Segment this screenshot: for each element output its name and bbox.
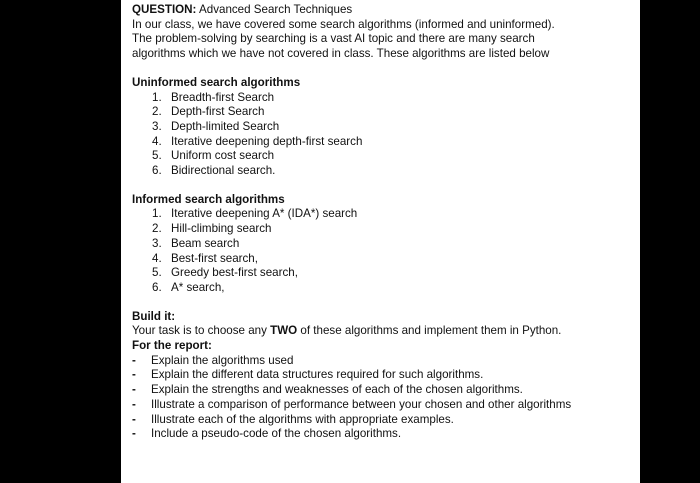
intro-line: algorithms which we have not covered in class. These algorithms are listed below [132,47,550,61]
dash-bullet: - [132,412,136,426]
item-number: 2. [152,105,162,119]
item-text: Illustrate a comparison of performance between your chosen and other algorithms [151,397,572,411]
item-number: 5. [152,266,162,280]
item-number: 1. [152,90,162,104]
item-text: Explain the algorithms used [151,353,294,367]
right-dark-margin [640,0,700,483]
dash-bullet: - [132,397,136,411]
dash-bullet: - [132,353,136,367]
document-content [132,3,632,442]
intro-line: The problem-solving by searching is a vast AI topic and there are many search [132,32,535,46]
list-item [152,164,632,179]
item-text: Best-first search, [171,251,258,265]
item-text: Breadth-first Search [171,90,275,104]
list-item [152,222,632,237]
item-text: A* search, [171,280,225,294]
report-list [132,354,632,442]
item-text: Iterative deepening A* (IDA*) search [171,207,358,221]
item-number: 4. [152,134,162,148]
list-item [132,398,632,413]
list-item [152,281,632,296]
task-before: Your task is to choose any [132,324,271,338]
list-item [152,135,632,150]
list-item [152,237,632,252]
item-number: 6. [152,164,162,178]
build-heading: Build it: [132,309,176,323]
item-number: 4. [152,251,162,265]
item-text: Explain the strengths and weaknesses of each of the chosen algorithms. [151,383,523,397]
list-item [132,354,632,369]
question-title: Advanced Search Techniques [199,3,353,16]
list-item [152,149,632,164]
item-number: 6. [152,280,162,294]
list-item [132,427,632,442]
document-page [121,0,640,483]
item-number: 1. [152,207,162,221]
list-item [132,383,632,398]
question-label: QUESTION: [132,3,197,16]
dash-bullet: - [132,368,136,382]
item-number: 5. [152,149,162,163]
item-number: 2. [152,222,162,236]
dash-bullet: - [132,383,136,397]
list-item [152,252,632,267]
list-item [132,413,632,428]
item-text: Iterative deepening depth-first search [171,134,363,148]
item-text: Depth-limited Search [171,119,280,133]
item-text: Hill-climbing search [171,222,272,236]
item-text: Beam search [171,236,240,250]
uninformed-heading: Uninformed search algorithms [132,75,301,89]
intro-paragraph [132,18,626,62]
item-text: Depth-first Search [171,105,265,119]
informed-heading: Informed search algorithms [132,192,285,206]
item-text: Explain the different data structures required for such algorithms. [151,368,484,382]
report-heading: For the report: [132,339,212,353]
task-bold: TWO [270,324,298,338]
item-number: 3. [152,119,162,133]
list-item [152,120,632,135]
task-line [132,324,632,339]
item-text: Include a pseudo-code of the chosen algorithms. [151,427,402,441]
item-text: Illustrate each of the algorithms with appropriate examples. [151,412,454,426]
item-number: 3. [152,236,162,250]
dash-bullet: - [132,427,136,441]
item-text: Uniform cost search [171,149,275,163]
list-item [132,368,632,383]
informed-list [132,207,632,295]
item-text: Bidirectional search. [171,164,276,178]
intro-line: In our class, we have covered some search algorithms (informed and uninformed). [132,17,555,31]
task-after: of these algorithms and implement them in Python. [297,324,562,338]
list-item [152,207,632,222]
uninformed-list [132,91,632,179]
list-item [152,105,632,120]
item-text: Greedy best-first search, [171,266,298,280]
question-title-line [132,3,632,18]
list-item [152,91,632,106]
list-item [152,266,632,281]
